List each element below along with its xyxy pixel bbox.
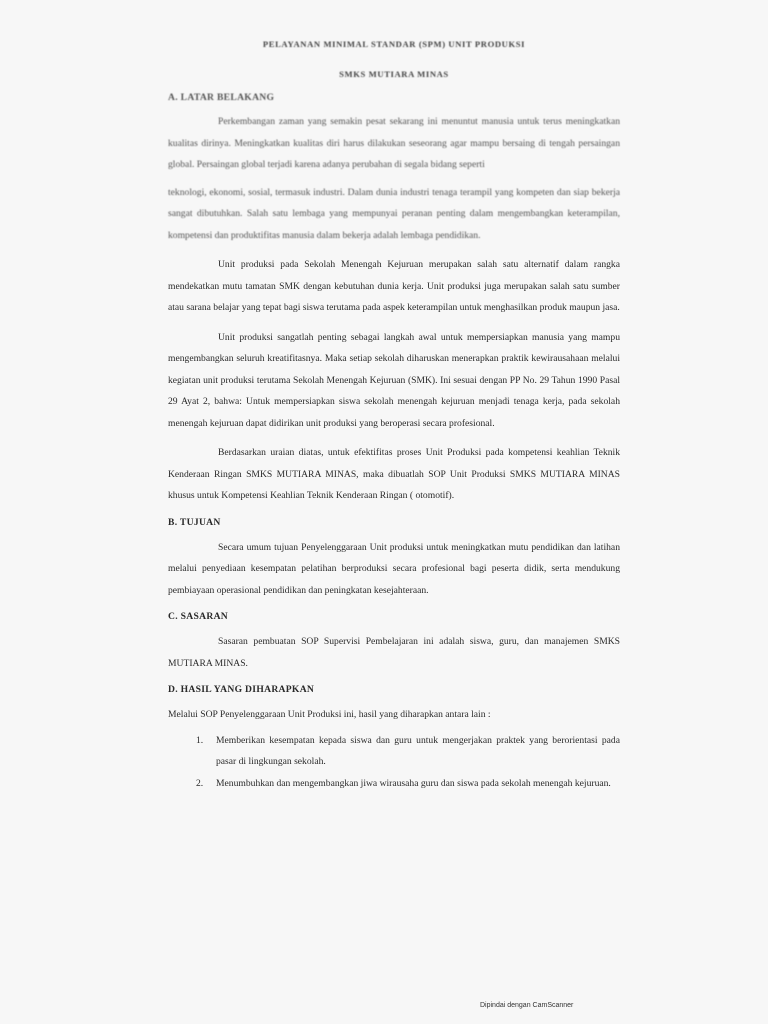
section-a-heading: A. LATAR BELAKANG (168, 92, 275, 103)
scanner-watermark: Dipindai dengan CamScanner (480, 1002, 574, 1009)
section-a-paragraph-3: Unit produksi sangatlah penting sebagai langkah awal untuk mempersiapkan manusia yang mampu mengembangkan seluruh kreatifitasnya. Maka setiap sekolah diharuskan menerapkan praktik kewirausahaan melalui kegiatan unit produksi terutama Sekolah Menengah Kejuruan (SMK). Ini sesuai dengan PP No. 29 Tahun 1990 Pasal 29 Ayat 2, bahwa: Untuk mempersiapkan siswa sekolah menengah kejuruan menjadi tenaga kerja, pada sekolah menengah kejuruan dapat didirikan unit produksi yang beroperasi secara profesional. (168, 331, 620, 429)
document-title: PELAYANAN MINIMAL STANDAR (SPM) UNIT PRODUKSI (262, 39, 526, 49)
section-a-paragraph-1: Perkembangan zaman yang semakin pesat sekarang ini menuntut manusia untuk terus meningkatkan kualitas dirinya. Meningkatkan kualitas diri harus dilakukan seseorang agar mampu bersaing di tengah persaingan global. Persaingan global terjadi karena adanya perubahan di segala bidang seperti (168, 116, 620, 170)
section-b-paragraph: Secara umum tujuan Penyelenggaraan Unit produksi untuk meningkatkan mutu pendidikan dan latihan melalui penyediaan kesempatan pelatihan berproduksi secara profesional bagi peserta didik, serta mendukung pembiayaan operasional pendidikan dan peningkatan kesejahteraan. (168, 541, 620, 596)
section-d-intro: Melalui SOP Penyelenggaraan Unit Produksi ini, hasil yang diharapkan antara lain : (168, 709, 491, 720)
section-a-paragraph-1-continued: teknologi, ekonomi, sosial, termasuk industri. Dalam dunia industri tenaga terampil yang kompeten dan siap bekerja sangat dibutuhkan. Salah satu lembaga yang mempunyai peranan penting dalam mengembangkan keterampilan, kompetensi dan produktifitas manusia dalam bekerja adalah lembaga pendidikan. (168, 186, 620, 241)
list-item-text: Memberikan kesempatan kepada siswa dan guru untuk mengerjakan praktek yang berorientasi pada pasar di lingkungan sekolah. (216, 734, 620, 767)
list-item-number: 1. (196, 734, 204, 746)
expected-results-list (168, 730, 620, 795)
list-item-text: Menumbuhkan dan mengembangkan jiwa wirausaha guru dan siswa pada sekolah menengah kejuruan. (216, 777, 611, 789)
list-item (196, 773, 620, 795)
list-item (196, 730, 620, 773)
section-b-heading: B. TUJUAN (168, 516, 221, 528)
section-a-paragraph-4: Berdasarkan uraian diatas, untuk efektifitas proses Unit Produksi pada kompetensi keahlian Teknik Kenderaan Ringan SMKS MUTIARA MINAS, maka dibuatlah SOP Unit Produksi SMKS MUTIARA MINAS khusus untuk Kompetensi Keahlian Teknik Kenderaan Ringan ( otomotif). (168, 447, 620, 501)
school-name: SMKS MUTIARA MINAS (339, 69, 449, 79)
document-body (168, 38, 620, 794)
list-item-number: 2. (196, 777, 204, 789)
section-a-paragraph-2: Unit produksi pada Sekolah Menengah Kejuruan merupakan salah satu alternatif dalam rangka mendekatkan mutu tamatan SMK dengan kebutuhan dunia kerja. Unit produksi juga merupakan salah satu sumber atau sarana belajar yang tepat bagi siswa terutama pada aspek keterampilan untuk menghasilkan produk maupun jasa. (168, 259, 620, 313)
section-c-paragraph: Sasaran pembuatan SOP Supervisi Pembelajaran ini adalah siswa, guru, dan manajemen SMKS MUTIARA MINAS. (168, 636, 620, 669)
section-d-heading: D. HASIL YANG DIHARAPKAN (168, 684, 315, 695)
section-c-heading: C. SASARAN (168, 611, 229, 622)
